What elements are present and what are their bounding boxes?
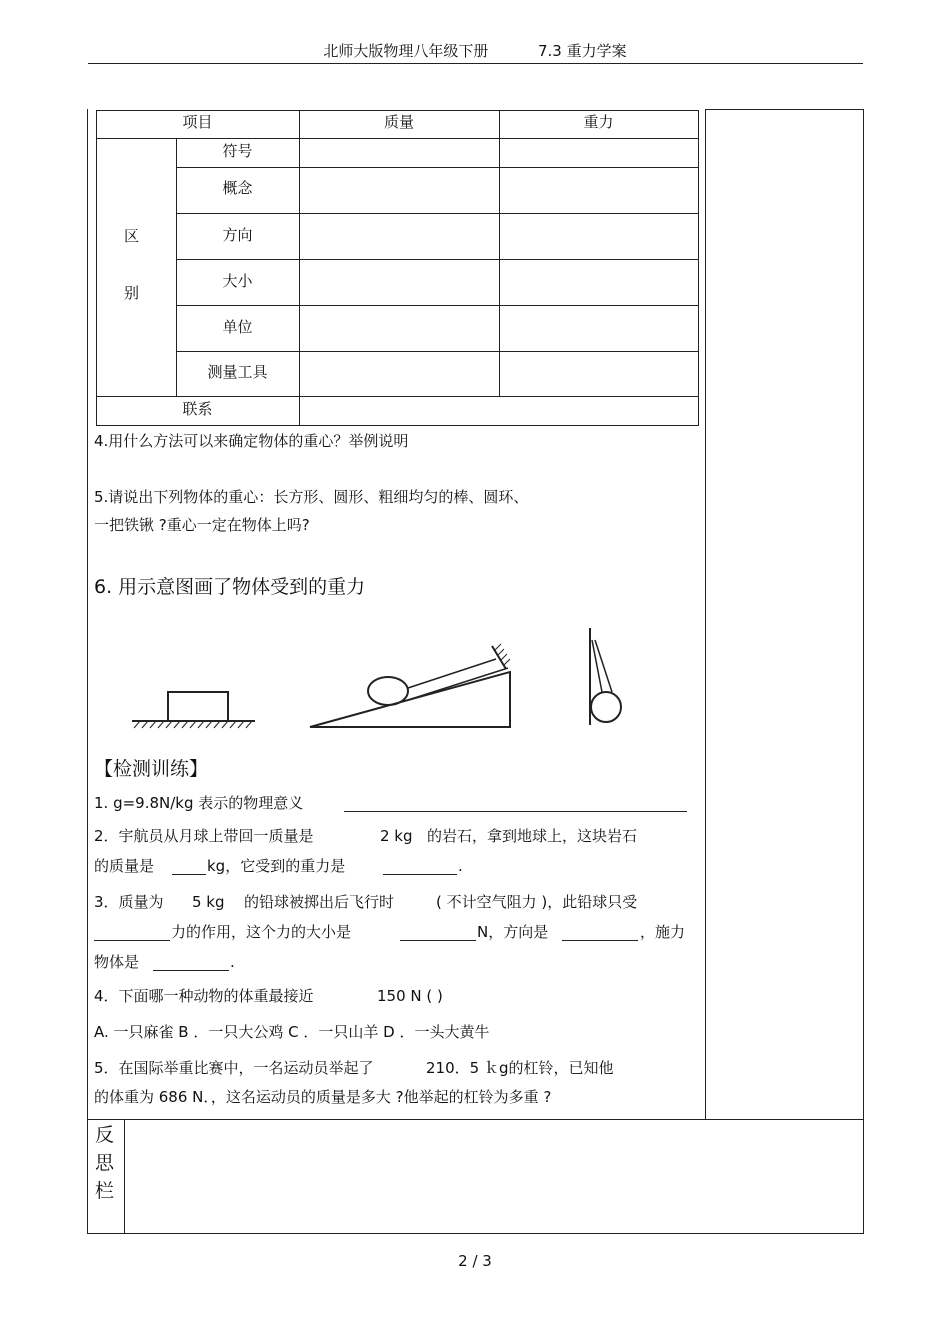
test-q3-part-c: 的铅球被掷出后飞行时 xyxy=(244,893,395,911)
reflection-label-3: 栏 xyxy=(95,1180,115,1202)
test-q5-part-a: 5．在国际举重比赛中，一名运动员举起了 xyxy=(94,1059,374,1077)
table-group-label-1: 区 xyxy=(124,227,140,245)
table-row-label: 符号 xyxy=(222,142,253,160)
test-q4-part-a: 4．下面哪一种动物的体重最接近 xyxy=(94,987,314,1005)
question-6: 6. 用示意图画了物体受到的重力 xyxy=(94,576,366,598)
header-lesson-title: 7.3 重力学案 xyxy=(537,42,627,60)
test-q2-blank-gravity xyxy=(383,858,457,875)
test-q3-blank-direction xyxy=(562,924,638,941)
ball-on-incline-diagram xyxy=(310,644,510,727)
table-header-mass: 质量 xyxy=(383,113,414,131)
test-q3-part-h: 物体是 xyxy=(94,953,140,971)
test-q5-part-b: 210．5 ｋg的杠铃，已知他 xyxy=(426,1059,614,1077)
table-row-label: 大小 xyxy=(222,272,253,290)
test-q3-part-a: 3．质量为 xyxy=(94,893,164,911)
test-q3-part-i: . xyxy=(230,953,235,971)
test-q2-part-c: 的岩石，拿到地球上，这块岩石 xyxy=(427,827,638,845)
test-q5-part-c: 的体重为 686 N．，这名运动员的质量是多大 ?他举起的杠铃为多重 ? xyxy=(94,1088,552,1106)
header-book-title: 北师大版物理八年级下册 xyxy=(323,42,489,60)
test-q4-part-b: 150 N ( ) xyxy=(377,987,443,1005)
table-row-label: 概念 xyxy=(222,179,253,197)
test-q3-part-e: 力的作用，这个力的大小是 xyxy=(171,923,352,941)
test-q3-part-f: N，方向是 xyxy=(477,923,549,941)
test-q3-part-g: ，施力 xyxy=(640,923,686,941)
test-q3-part-d: ( 不计空气阻力 )，此铅球只受 xyxy=(436,893,638,911)
table-header-item: 项目 xyxy=(182,113,213,131)
block-on-ground-diagram xyxy=(132,692,255,728)
header-rule xyxy=(88,63,863,64)
test-q2-part-e: kg，它受到的重力是 xyxy=(207,857,346,875)
table-row-label: 单位 xyxy=(222,318,253,336)
page-header xyxy=(0,40,950,61)
reflection-label-2: 思 xyxy=(95,1152,115,1174)
question-5-line-1: 5.请说出下列物体的重心：长方形、圆形、粗细均匀的棒、圆环、 xyxy=(94,488,529,506)
test-q3-blank-source xyxy=(153,954,229,971)
table-header-gravity: 重力 xyxy=(583,113,614,131)
table-row-label: 测量工具 xyxy=(207,363,268,381)
gravity-diagrams xyxy=(120,620,640,735)
test-q2-mass: 2 kg xyxy=(380,827,413,845)
pendulum-diagram xyxy=(590,628,621,725)
test-q4-options: A. 一只麻雀 B ．一只大公鸡 C ．一只山羊 D ．一头大黄牛 xyxy=(94,1023,490,1041)
test-q3-blank-force xyxy=(94,924,170,941)
test-q3-blank-size xyxy=(400,924,476,941)
test-q3-mass: 5 kg xyxy=(192,893,225,911)
test-heading: 【检测训练】 xyxy=(94,758,209,780)
table-row-label: 方向 xyxy=(222,226,253,244)
test-q2-part-a: 2．宇航员从月球上带回一质量是 xyxy=(94,827,314,845)
table-group-label-2: 别 xyxy=(124,284,140,302)
test-q1-blank xyxy=(344,795,687,812)
test-q2-part-f: . xyxy=(458,857,463,875)
question-4: 4.用什么方法可以来确定物体的重心？举例说明 xyxy=(94,432,409,450)
test-q2-part-d: 的质量是 xyxy=(94,857,155,875)
question-5-line-2: 一把铁锹 ?重心一定在物体上吗? xyxy=(94,516,310,534)
table-link-label: 联系 xyxy=(182,400,213,418)
reflection-label-1: 反 xyxy=(95,1124,115,1146)
test-q1: 1. g=9.8N/kg 表示的物理意义 xyxy=(94,794,304,812)
page-number: 2 / 3 xyxy=(458,1252,492,1270)
test-q2-blank-mass xyxy=(172,858,206,875)
